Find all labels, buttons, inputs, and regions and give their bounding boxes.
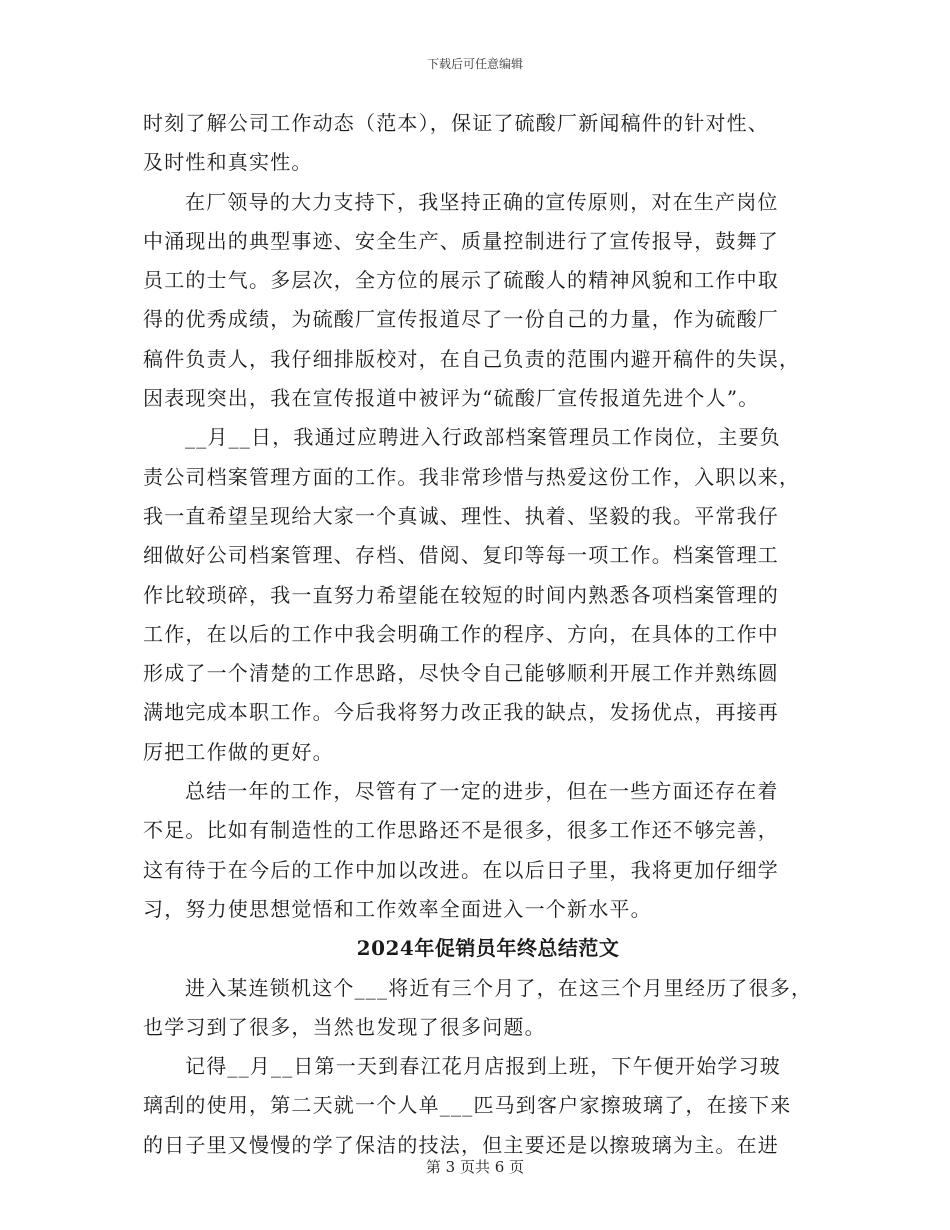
text-line: 不足。比如有制造性的工作思路还不是很多，很多工作还不够完善，	[143, 818, 779, 843]
page-number-footer: 第 3 页共 6 页	[425, 1158, 525, 1176]
text-line: 细做好公司档案管理、存档、借阅、复印等每一项工作。档案管理工	[143, 543, 779, 568]
page-header-note: 下载后可任意编辑	[426, 57, 523, 71]
text-line: 我一直希望呈现给大家一个真诚、理性、执着、坚毅的我。平常我仔	[143, 503, 779, 528]
text-line: 进入某连锁机这个___将近有三个月了，在这三个月里经历了很多，	[185, 975, 813, 1000]
text-line: 工作，在以后的工作中我会明确工作的程序、方向，在具体的工作中	[143, 621, 779, 646]
text-line: __月__日，我通过应聘进入行政部档案管理员工作岗位，主要负	[185, 425, 781, 450]
text-line: 责公司档案管理方面的工作。我非常珍惜与热爱这份工作，入职以来，	[143, 464, 801, 489]
text-line: 因表现突出，我在宣传报道中被评为“硫酸厂宣传报道先进个人”。	[143, 386, 760, 411]
text-line: 满地完成本职工作。今后我将努力改正我的缺点，发扬优点，再接再	[143, 700, 779, 725]
text-line: 员工的士气。多层次，全方位的展示了硫酸人的精神风貌和工作中取	[143, 268, 779, 293]
section-heading: 2024年促销员年终总结范文	[356, 936, 620, 961]
text-line: 及时性和真实性。	[143, 150, 313, 175]
text-line: 形成了一个清楚的工作思路，尽快令自己能够顺利开展工作并熟练圆	[143, 661, 779, 686]
text-line: 这有待于在今后的工作中加以改进。在以后日子里，我将更加仔细学	[143, 857, 779, 882]
text-line: 作比较琐碎，我一直努力希望能在较短的时间内熟悉各项档案管理的	[143, 582, 779, 607]
text-line: 得的优秀成绩，为硫酸厂宣传报道尽了一份自己的力量，作为硫酸厂	[143, 307, 779, 332]
text-line: 总结一年的工作，尽管有了一定的进步，但在一些方面还存在着	[185, 779, 779, 804]
document-body	[143, 104, 813, 1165]
text-line: 也学习到了很多，当然也发现了很多问题。	[143, 1014, 546, 1039]
text-line: 时刻了解公司工作动态（范本），保证了硫酸厂新闻稿件的针对性、	[143, 111, 769, 135]
text-line: 在厂领导的大力支持下，我坚持正确的宣传原则，对在生产岗位	[185, 189, 779, 214]
text-line: 习，努力使思想觉悟和工作效率全面进入一个新水平。	[143, 896, 652, 921]
text-line: 的日子里又慢慢的学了保洁的技法，但主要还是以擦玻璃为主。在进	[143, 1132, 779, 1157]
text-line: 厉把工作做的更好。	[143, 739, 334, 764]
text-line: 中涌现出的典型事迹、安全生产、质量控制进行了宣传报导，鼓舞了	[143, 228, 779, 253]
text-line: 记得__月__日第一天到春江花月店报到上班，下午便开始学习玻	[185, 1054, 781, 1079]
text-line: 璃刮的使用，第二天就一个人单___匹马到客户家擦玻璃了，在接下来	[143, 1093, 792, 1118]
text-line: 稿件负责人，我仔细排版校对，在自己负责的范围内避开稿件的失误，	[143, 346, 801, 371]
